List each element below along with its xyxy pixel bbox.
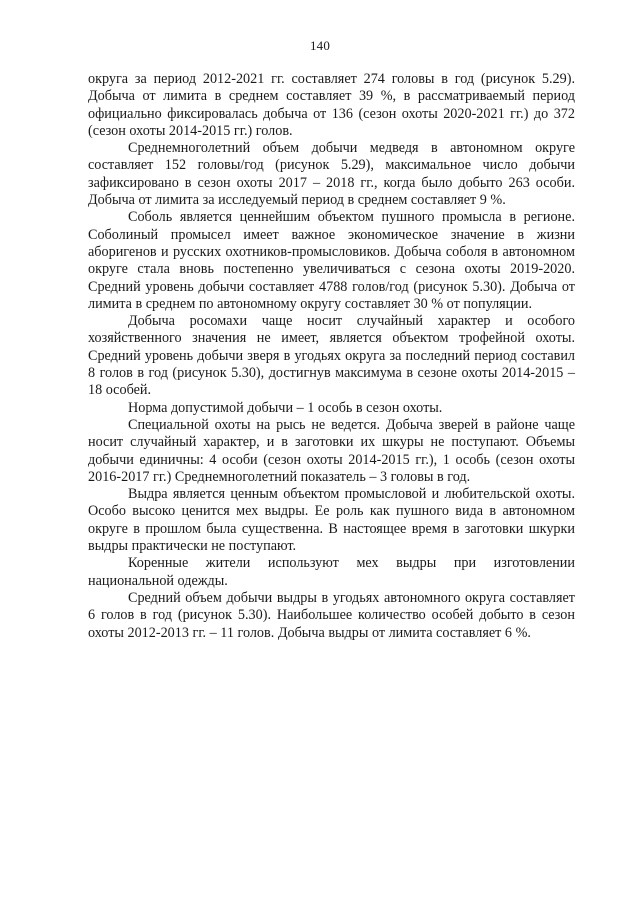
paragraph-continuation: округа за период 2012-2021 гг. составляет 274 головы в год (рисунок 5.29). Добыча от лимита в среднем составляет 39 %, в рассматриваемый период официально фиксировалась добыча от 136 (сезон охоты 2020-2021 гг.) до 372 (сезон охоты 2014-2015 гг.) голов. xyxy=(88,71,575,139)
document-body xyxy=(88,71,575,642)
paragraph-wolverine: Добыча росомахи чаще носит случайный характер и особого хозяйственного значения не имеет, является объектом трофейной охоты. Средний уровень добычи зверя в угодьях округа за последний период составил 8 голов в год (рисунок 5.30), достигнув максимума в сезоне охоты 2014-2015 – 18 особей. xyxy=(88,313,575,399)
page-number: 140 xyxy=(309,38,331,53)
paragraph-otter: Выдра является ценным объектом промысловой и любительской охоты. Особо высоко ценится мех выдры. Ее роль как пушного вида в автономном округе в прошлом была существенна. В настоящее время в заготовки шкурки выдры практически не поступают. xyxy=(88,486,575,555)
paragraph-bear-harvest: Среднемноголетний объем добычи медведя в автономном округе составляет 152 головы/год (рисунок 5.29), максимальное число добычи зафиксировано в сезон охоты 2017 – 2018 гг., когда было добыто 263 особи. Добыча от лимита за исследуемый период в среднем составляет 9 %. xyxy=(88,140,575,209)
paragraph-sable: Соболь является ценнейшим объектом пушного промысла в регионе. Соболиный промысел имеет важное экономическое значение в жизни аборигенов и русских охотников-промысловиков. Добыча соболя в автономном округе стала вновь постепенно увеличиваться с сезона охоты 2019-2020. Средний уровень добычи составляет 4788 голов/год (рисунок 5.30). Добыча от лимита в среднем по автономному округу составляет 30 % от популяции. xyxy=(88,209,575,312)
paragraph-lynx: Специальной охоты на рысь не ведется. Добыча зверей в районе чаще носит случайный характер, и в заготовки их шкуры не поступают. Объемы добычи единичны: 4 особи (сезон охоты 2014-2015 гг.), 1 особь (сезон охоты 2016-2017 гг.) Среднемноголетний показатель – 3 головы в год. xyxy=(88,416,575,485)
paragraph-harvest-norm: Норма допустимой добычи – 1 особь в сезон охоты. xyxy=(128,399,443,416)
paragraph-indigenous-use: Коренные жители используют мех выдры при изготовлении национальной одежды. xyxy=(88,555,575,589)
paragraph-otter-harvest: Средний объем добычи выдры в угодьях автономного округа составляет 6 голов в год (рисунок 5.30). Наибольшее количество особей добыто в сезон охоты 2012-2013 гг. – 11 голов. Добыча выдры от лимита составляет 6 %. xyxy=(88,589,575,641)
